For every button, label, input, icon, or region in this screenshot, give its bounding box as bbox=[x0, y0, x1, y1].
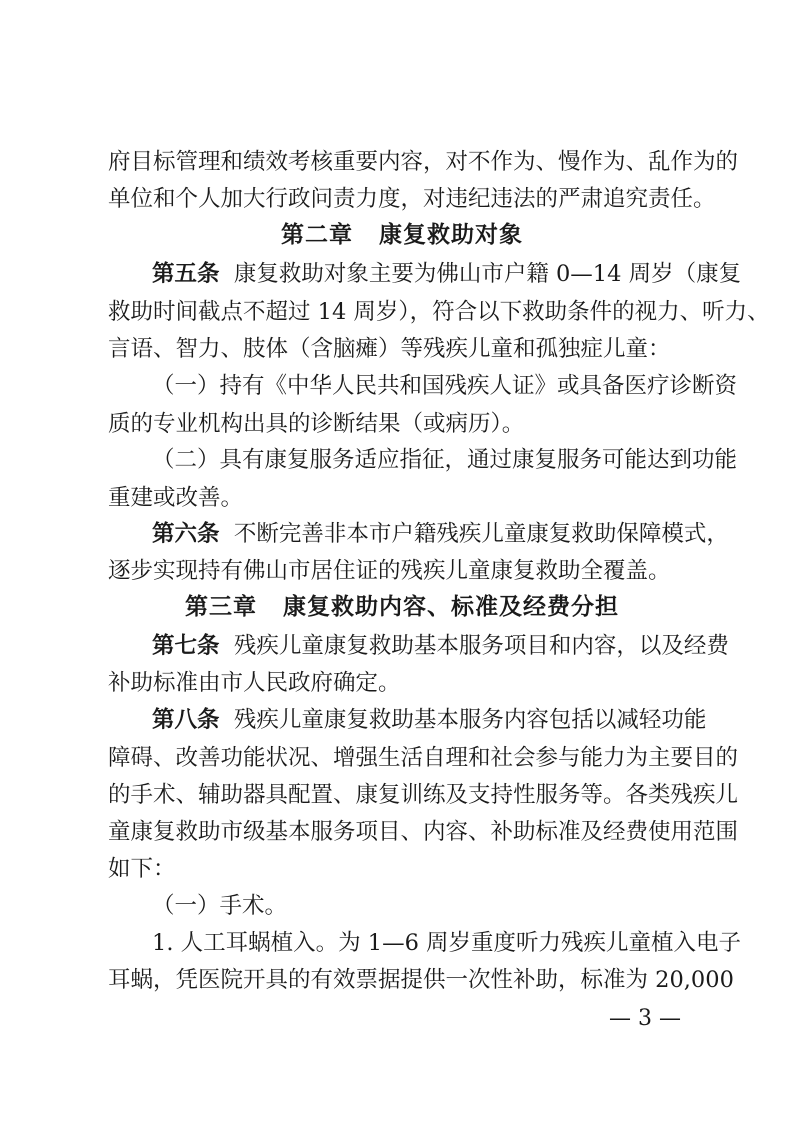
text-line: 的手术、辅助器具配置、康复训练及支持性服务等。各类残疾儿 bbox=[108, 782, 739, 808]
article-label: 第六条 bbox=[152, 521, 220, 547]
text-line: 单位和个人加大行政问责力度，对违纪违法的严肃追究责任。 bbox=[108, 186, 716, 212]
article-label: 第八条 bbox=[152, 707, 220, 733]
text-line: 府目标管理和绩效考核重要内容，对不作为、慢作为、乱作为的 bbox=[108, 149, 739, 175]
text-line: 逐步实现持有佛山市居住证的残疾儿童康复救助全覆盖。 bbox=[108, 558, 671, 584]
text-line: 质的专业机构出具的诊断结果（或病历）。 bbox=[108, 411, 525, 437]
text-line: 耳蜗，凭医院开具的有效票据提供一次性补助，标准为 20,000 bbox=[108, 967, 734, 993]
article-text: 残疾儿童康复救助基本服务内容包括以减轻功能 bbox=[233, 707, 707, 733]
chapter-heading bbox=[108, 221, 696, 249]
text-line: 如下： bbox=[108, 856, 176, 882]
article-label: 第七条 bbox=[152, 633, 220, 659]
chapter-number: 第三章 bbox=[185, 594, 257, 620]
chapter-number: 第二章 bbox=[281, 222, 353, 248]
article-text: 不断完善非本市户籍残疾儿童康复救助保障模式， bbox=[233, 521, 729, 547]
section-heading: （一）手术。 bbox=[152, 893, 288, 919]
chapter-title: 康复救助对象 bbox=[379, 222, 523, 248]
text-line: 救助时间截点不超过 14 周岁），符合以下救助条件的视力、听力、 bbox=[108, 299, 770, 325]
article-line bbox=[152, 706, 707, 734]
text-line: （一）持有《中华人民共和国残疾人证》或具备医疗诊断资 bbox=[152, 373, 738, 399]
chapter-heading bbox=[108, 593, 696, 621]
page-number: — 3 — bbox=[609, 1006, 681, 1031]
article-label: 第五条 bbox=[152, 261, 220, 287]
article-line bbox=[152, 260, 742, 288]
article-line bbox=[152, 520, 729, 548]
text-line: （二）具有康复服务适应指征，通过康复服务可能达到功能 bbox=[152, 447, 738, 473]
article-text: 康复救助对象主要为佛山市户籍 0—14 周岁（康复 bbox=[233, 261, 742, 287]
text-line: 障碍、改善功能状况、增强生活自理和社会参与能力为主要目的 bbox=[108, 745, 739, 771]
chapter-title: 康复救助内容、标准及经费分担 bbox=[283, 594, 619, 620]
article-line bbox=[152, 632, 729, 660]
text-line: 童康复救助市级基本服务项目、内容、补助标准及经费使用范围 bbox=[108, 819, 739, 845]
text-line: 1. 人工耳蜗植入。为 1—6 周岁重度听力残疾儿童植入电子 bbox=[152, 930, 742, 956]
text-line: 重建或改善。 bbox=[108, 485, 244, 511]
article-text: 残疾儿童康复救助基本服务项目和内容，以及经费 bbox=[233, 633, 729, 659]
text-line: 言语、智力、肢体（含脑瘫）等残疾儿童和孤独症儿童： bbox=[108, 336, 671, 362]
text-line: 补助标准由市人民政府确定。 bbox=[108, 670, 401, 696]
